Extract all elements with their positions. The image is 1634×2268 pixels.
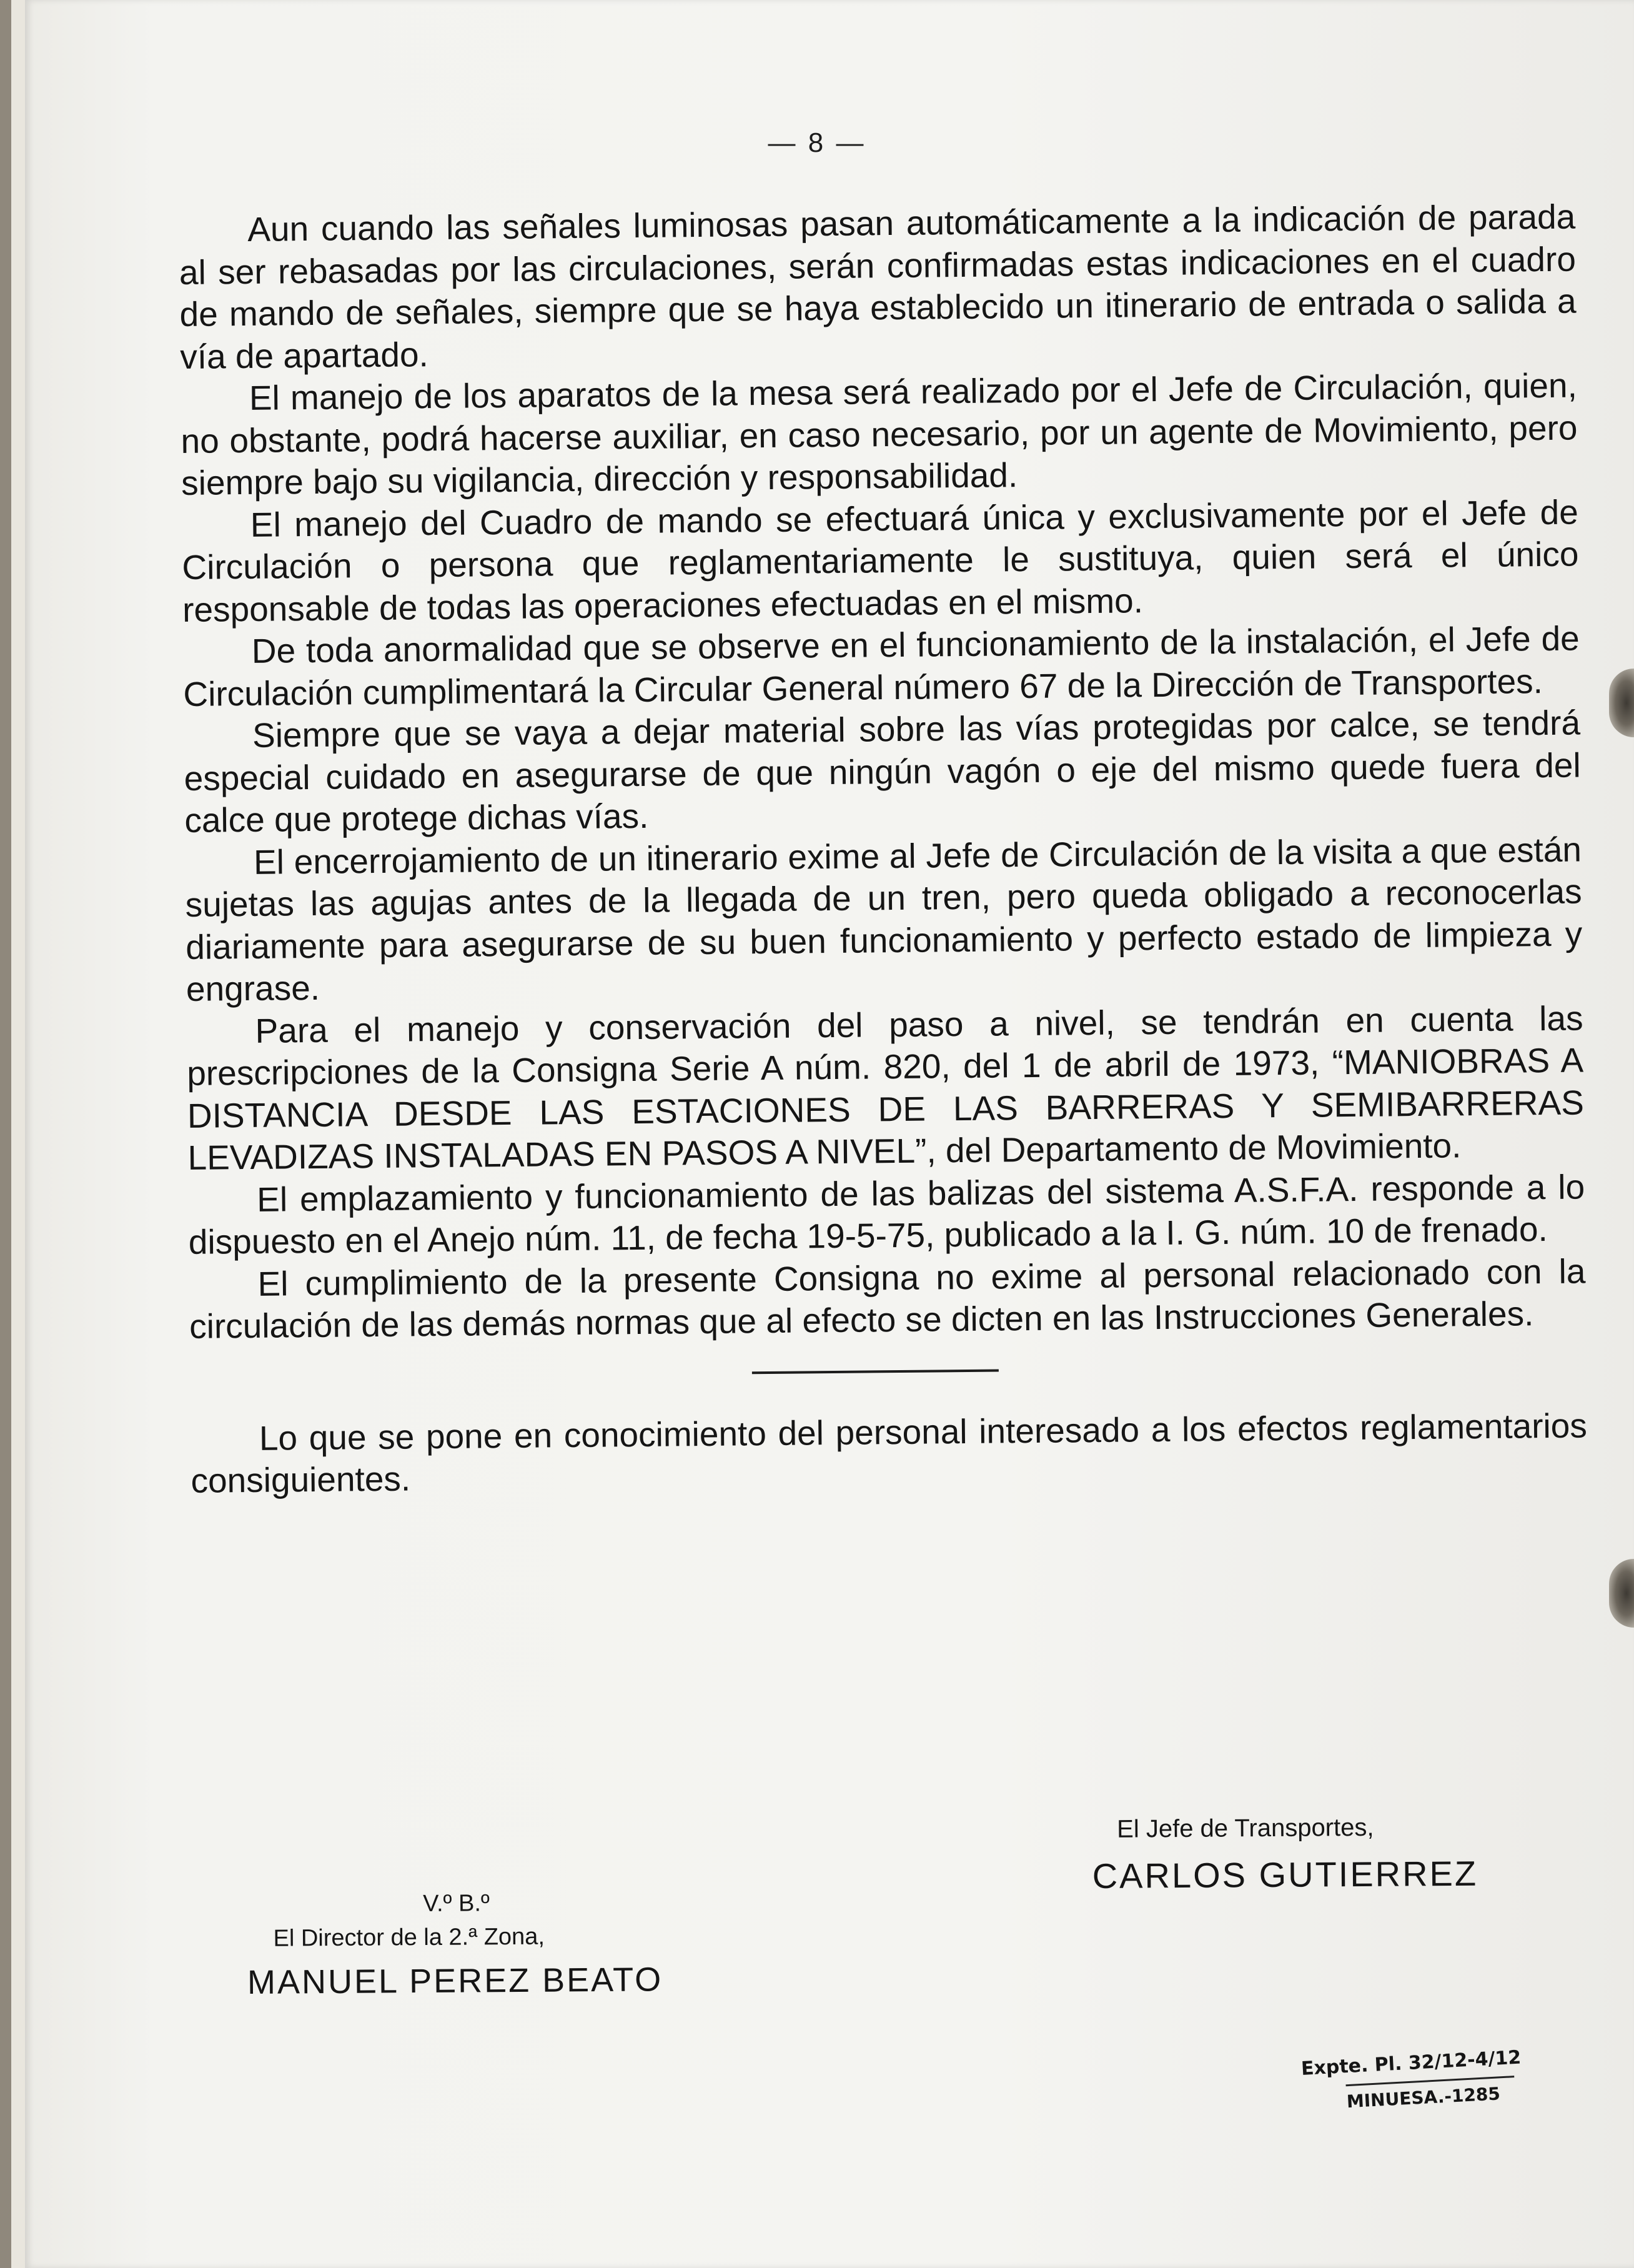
printer-mark: MINUESA.-1285 [1346, 2076, 1516, 2114]
paragraph: De toda anormalidad que se observe en el funcionamiento de la instalación, el Jefe de Circulación cumplimentará la Circular General número 67 de la Dirección de Transportes. [183, 619, 1580, 714]
paragraph: El encerrojamiento de un itinerario exime al Jefe de Circulación de la visita a que están sujetas las agujas antes de la llegada de un tren, pero queda obligado a reconocerlas diariamente para asegurarse de su buen funcionamiento y perfecto estado de limpieza y engrase. [185, 829, 1583, 1008]
file-number: Expte. Pl. 32/12-4/12 [1300, 2046, 1522, 2080]
signatory-title: El Director de la 2.ª Zona, [273, 1923, 545, 1952]
punch-holes [1597, 0, 1634, 2268]
document-body [179, 196, 1588, 1503]
punch-hole [1609, 1559, 1634, 1628]
paragraph: El cumplimiento de la presente Consigna no exime al personal relacionado con la circulación de las demás normas que al efecto se dicten en las Instrucciones Generales. [189, 1251, 1586, 1346]
paragraph: Siempre que se vaya a dejar material sobre las vías protegidas por calce, se tendrá especial cuidado en asegurarse de que ningún vagón o eje del mismo quede fuera del calce que protege dichas vías. [184, 703, 1581, 840]
signatory-name: CARLOS GUTIERREZ [1092, 1853, 1478, 1896]
signature-block-director [247, 1885, 663, 2004]
paragraph: El emplazamiento y funcionamiento de las balizas del sistema A.S.F.A. responde a lo dispuesto en el Anejo núm. 11, de fecha 19-5-75, publicado a la I. G. núm. 10 de frenado. [188, 1166, 1585, 1261]
paragraph: Aun cuando las señales luminosas pasan automáticamente a la indicación de parada al ser rebasadas por las circulaciones, serán confirmadas estas indicaciones en el cuadro de mando de señales, siempre que se haya establecido un itinerario de entrada o salida a vía de apartado. [179, 197, 1577, 376]
signature-block-chief [1092, 1809, 1478, 1899]
punch-hole [1609, 669, 1634, 737]
signatory-title: El Jefe de Transportes, [1117, 1813, 1374, 1843]
separator-rule [752, 1369, 999, 1374]
paragraph: El manejo de los aparatos de la mesa será realizado por el Jefe de Circulación, quien, no obstante, podrá hacerse auxiliar, en caso necesario, por un agente de Movimiento, pero siempre bajo su vigilancia, dirección y responsabilidad. [181, 366, 1578, 502]
closing-statement: Lo que se pone en conocimiento del personal interesado a los efectos reglamentarios consiguientes. [191, 1405, 1588, 1500]
approval-mark: V.º B.º [423, 1890, 490, 1917]
signatory-name: MANUEL PEREZ BEATO [247, 1961, 663, 2001]
paragraph: Para el manejo y conservación del paso a nivel, se tendrán en cuenta las prescripciones de la Consigna Serie A núm. 820, del 1 de abril de 1973, “MANIOBRAS A DISTANCIA DESDE LAS ESTACIONES DE LAS BARRERAS Y SEMIBARRERAS LEVADIZAS INSTALADAS EN PASOS A NIVEL”, del Departamento de Movimiento. [186, 998, 1585, 1177]
paragraph: El manejo del Cuadro de mando se efectuará única y exclusivamente por el Jefe de Circulación o persona que reglamentariamente le sustituya, quien será el único responsable de todas las operaciones efectuadas en el mismo. [182, 492, 1579, 629]
file-reference [1300, 2044, 1523, 2116]
page-number: — 8 — [768, 127, 866, 158]
